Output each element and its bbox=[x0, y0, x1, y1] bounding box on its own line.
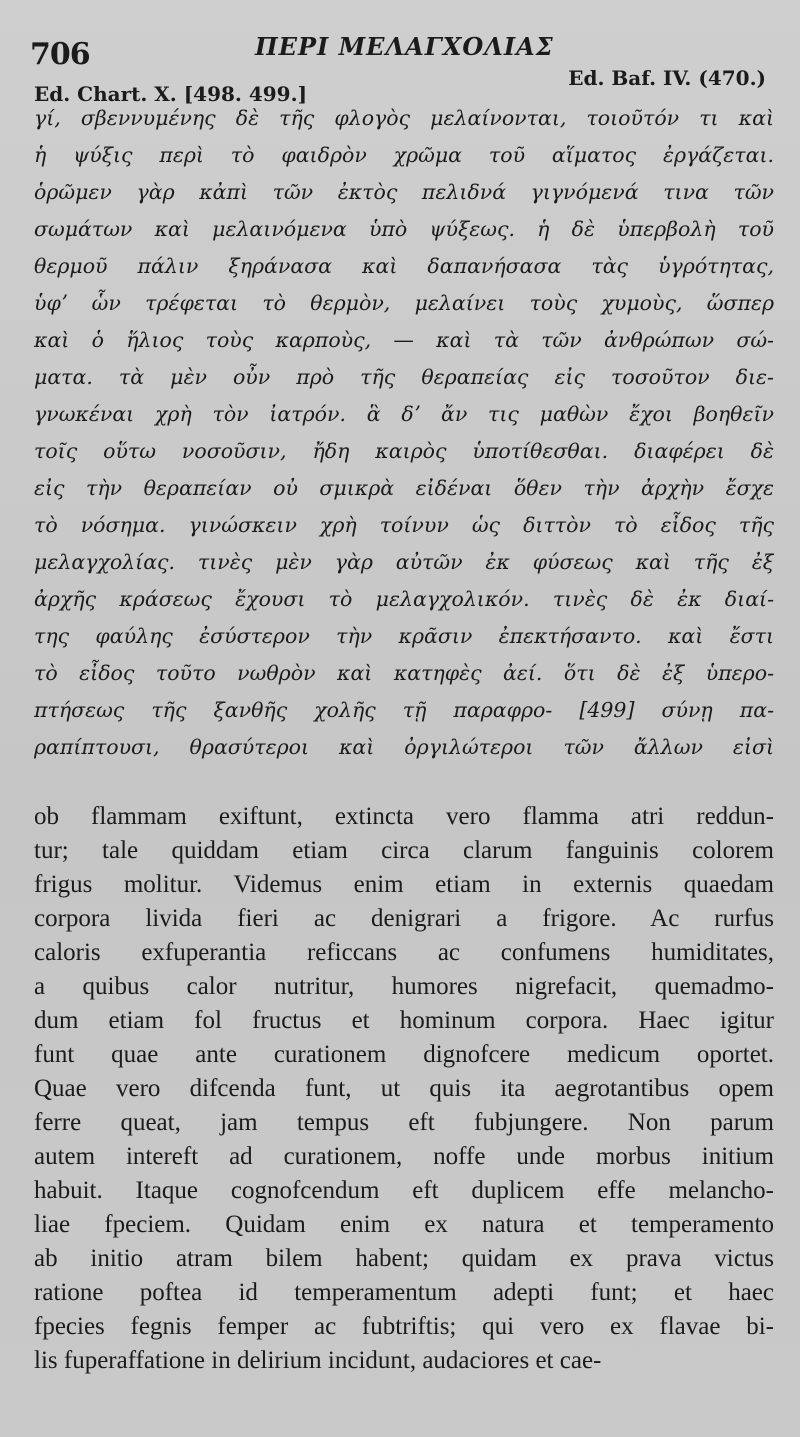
latin-line: funt quae ante curationem dignofcere medicum oportet. bbox=[34, 1041, 774, 1068]
greek-line: ματα. τὰ μὲν οὖν πρὸ τῆς θεραπείας εἰς τοσοῦτον διε- bbox=[34, 365, 774, 389]
greek-line: ὑφʼ ὧν τρέφεται τὸ θερμὸν, μελαίνει τοὺς χυμοὺς, ὥσπερ bbox=[34, 291, 774, 315]
latin-line: ob flammam exiftunt, extincta vero flamma atri reddun- bbox=[34, 803, 774, 830]
latin-line: lis fuperaffatione in delirium incidunt, audaciores et cae- bbox=[34, 1347, 602, 1374]
page-number: 706 bbox=[30, 37, 90, 72]
latin-line: frigus molitur. Videmus enim etiam in externis quaedam bbox=[34, 871, 774, 898]
latin-line: liae fpeciem. Quidam enim ex natura et temperamento bbox=[34, 1211, 774, 1238]
latin-line: caloris exfuperantia reficcans ac confumens humiditates, bbox=[34, 939, 774, 966]
greek-line: πτήσεως τῆς ξανθῆς χολῆς τῇ παραφρο- [499] σύνῃ πα- bbox=[34, 698, 774, 722]
latin-line: dum etiam fol fructus et hominum corpora. Haec igitur bbox=[34, 1007, 774, 1034]
greek-line: εἰς τὴν θεραπείαν οὐ σμικρὰ εἰδέναι ὅθεν τὴν ἀρχὴν ἔσχε bbox=[34, 476, 774, 500]
greek-text-block bbox=[34, 100, 774, 766]
latin-line: ferre queat, jam tempus eft fubjungere. Non parum bbox=[34, 1109, 774, 1136]
greek-line: ραπίπτουσι, θρασύτεροι καὶ ὀργιλώτεροι τῶν ἄλλων εἰσὶ bbox=[34, 735, 774, 759]
latin-line: corpora livida fieri ac denigrari a frigore. Ac rurfus bbox=[34, 905, 774, 932]
latin-line: autem intereft ad curationem, noffe unde morbus initium bbox=[34, 1143, 774, 1170]
latin-line: ab initio atram bilem habent; quidam ex prava victus bbox=[34, 1245, 774, 1272]
edition-reference-right: Ed. Baf. IV. (470.) bbox=[568, 66, 766, 90]
greek-line: τὸ εἶδος τοῦτο νωθρὸν καὶ κατηφὲς ἀεί. ὅτι δὲ ἐξ ὑπερο- bbox=[34, 661, 774, 685]
greek-line: θερμοῦ πάλιν ξηράνασα καὶ δαπανήσασα τὰς ὑγρότητας, bbox=[34, 254, 774, 278]
edition-reference-left: Ed. Chart. X. [498. 499.] bbox=[34, 82, 308, 106]
greek-line: ἀρχῆς κράσεως ἔχουσι τὸ μελαγχολικόν. τινὲς δὲ ἐκ διαί- bbox=[34, 587, 774, 611]
latin-line: ratione poftea id temperamentum adepti funt; et haec bbox=[34, 1279, 774, 1306]
greek-line: μελαγχολίας. τινὲς μὲν γὰρ αὐτῶν ἐκ φύσεως καὶ τῆς ἐξ bbox=[34, 550, 774, 574]
latin-line: a quibus calor nutritur, humores nigrefacit, quemadmo- bbox=[34, 973, 774, 1000]
greek-line: ἡ ψύξις περὶ τὸ φαιδρὸν χρῶμα τοῦ αἵματος ἐργάζεται. bbox=[34, 143, 774, 167]
greek-line: γί, σβεννυμένης δὲ τῆς φλογὸς μελαίνονται, τοιοῦτόν τι καὶ bbox=[34, 106, 774, 130]
greek-line: γνωκέναι χρὴ τὸν ἰατρόν. ἃ δʼ ἄν τις μαθὼν ἔχοι βοηθεῖν bbox=[34, 402, 774, 426]
latin-line: Quae vero difcenda funt, ut quis ita aegrotantibus opem bbox=[34, 1075, 774, 1102]
greek-line: σωμάτων καὶ μελαινόμενα ὑπὸ ψύξεως. ἡ δὲ ὑπερβολὴ τοῦ bbox=[34, 217, 774, 241]
latin-line: fpecies fegnis femper ac fubtriftis; qui vero ex flavae bi- bbox=[34, 1313, 774, 1340]
latin-line: tur; tale quiddam etiam circa clarum fanguinis colorem bbox=[34, 837, 774, 864]
running-title: ΠΕΡΙ ΜΕΛΑΓΧΟΛΙΑΣ bbox=[255, 32, 554, 61]
latin-line: habuit. Itaque cognofcendum eft duplicem effe melancho- bbox=[34, 1177, 774, 1204]
greek-line: τὸ νόσημα. γινώσκειν χρὴ τοίνυν ὡς διττὸν τὸ εἶδος τῆς bbox=[34, 513, 774, 537]
greek-line: της φαύλης ἐσύστερον τὴν κρᾶσιν ἐπεκτήσαντο. καὶ ἔστι bbox=[34, 624, 774, 648]
greek-line: καὶ ὁ ἥλιος τοὺς καρποὺς, — καὶ τὰ τῶν ἀνθρώπων σώ- bbox=[34, 328, 774, 352]
greek-line: ὁρῶμεν γὰρ κἀπὶ τῶν ἐκτὸς πελιδνά γιγνόμενά τινα τῶν bbox=[34, 180, 774, 204]
greek-line: τοῖς οὕτω νοσοῦσιν, ἤδη καιρὸς ὑποτίθεσθαι. διαφέρει δὲ bbox=[34, 439, 774, 463]
latin-text-block bbox=[34, 800, 774, 1378]
